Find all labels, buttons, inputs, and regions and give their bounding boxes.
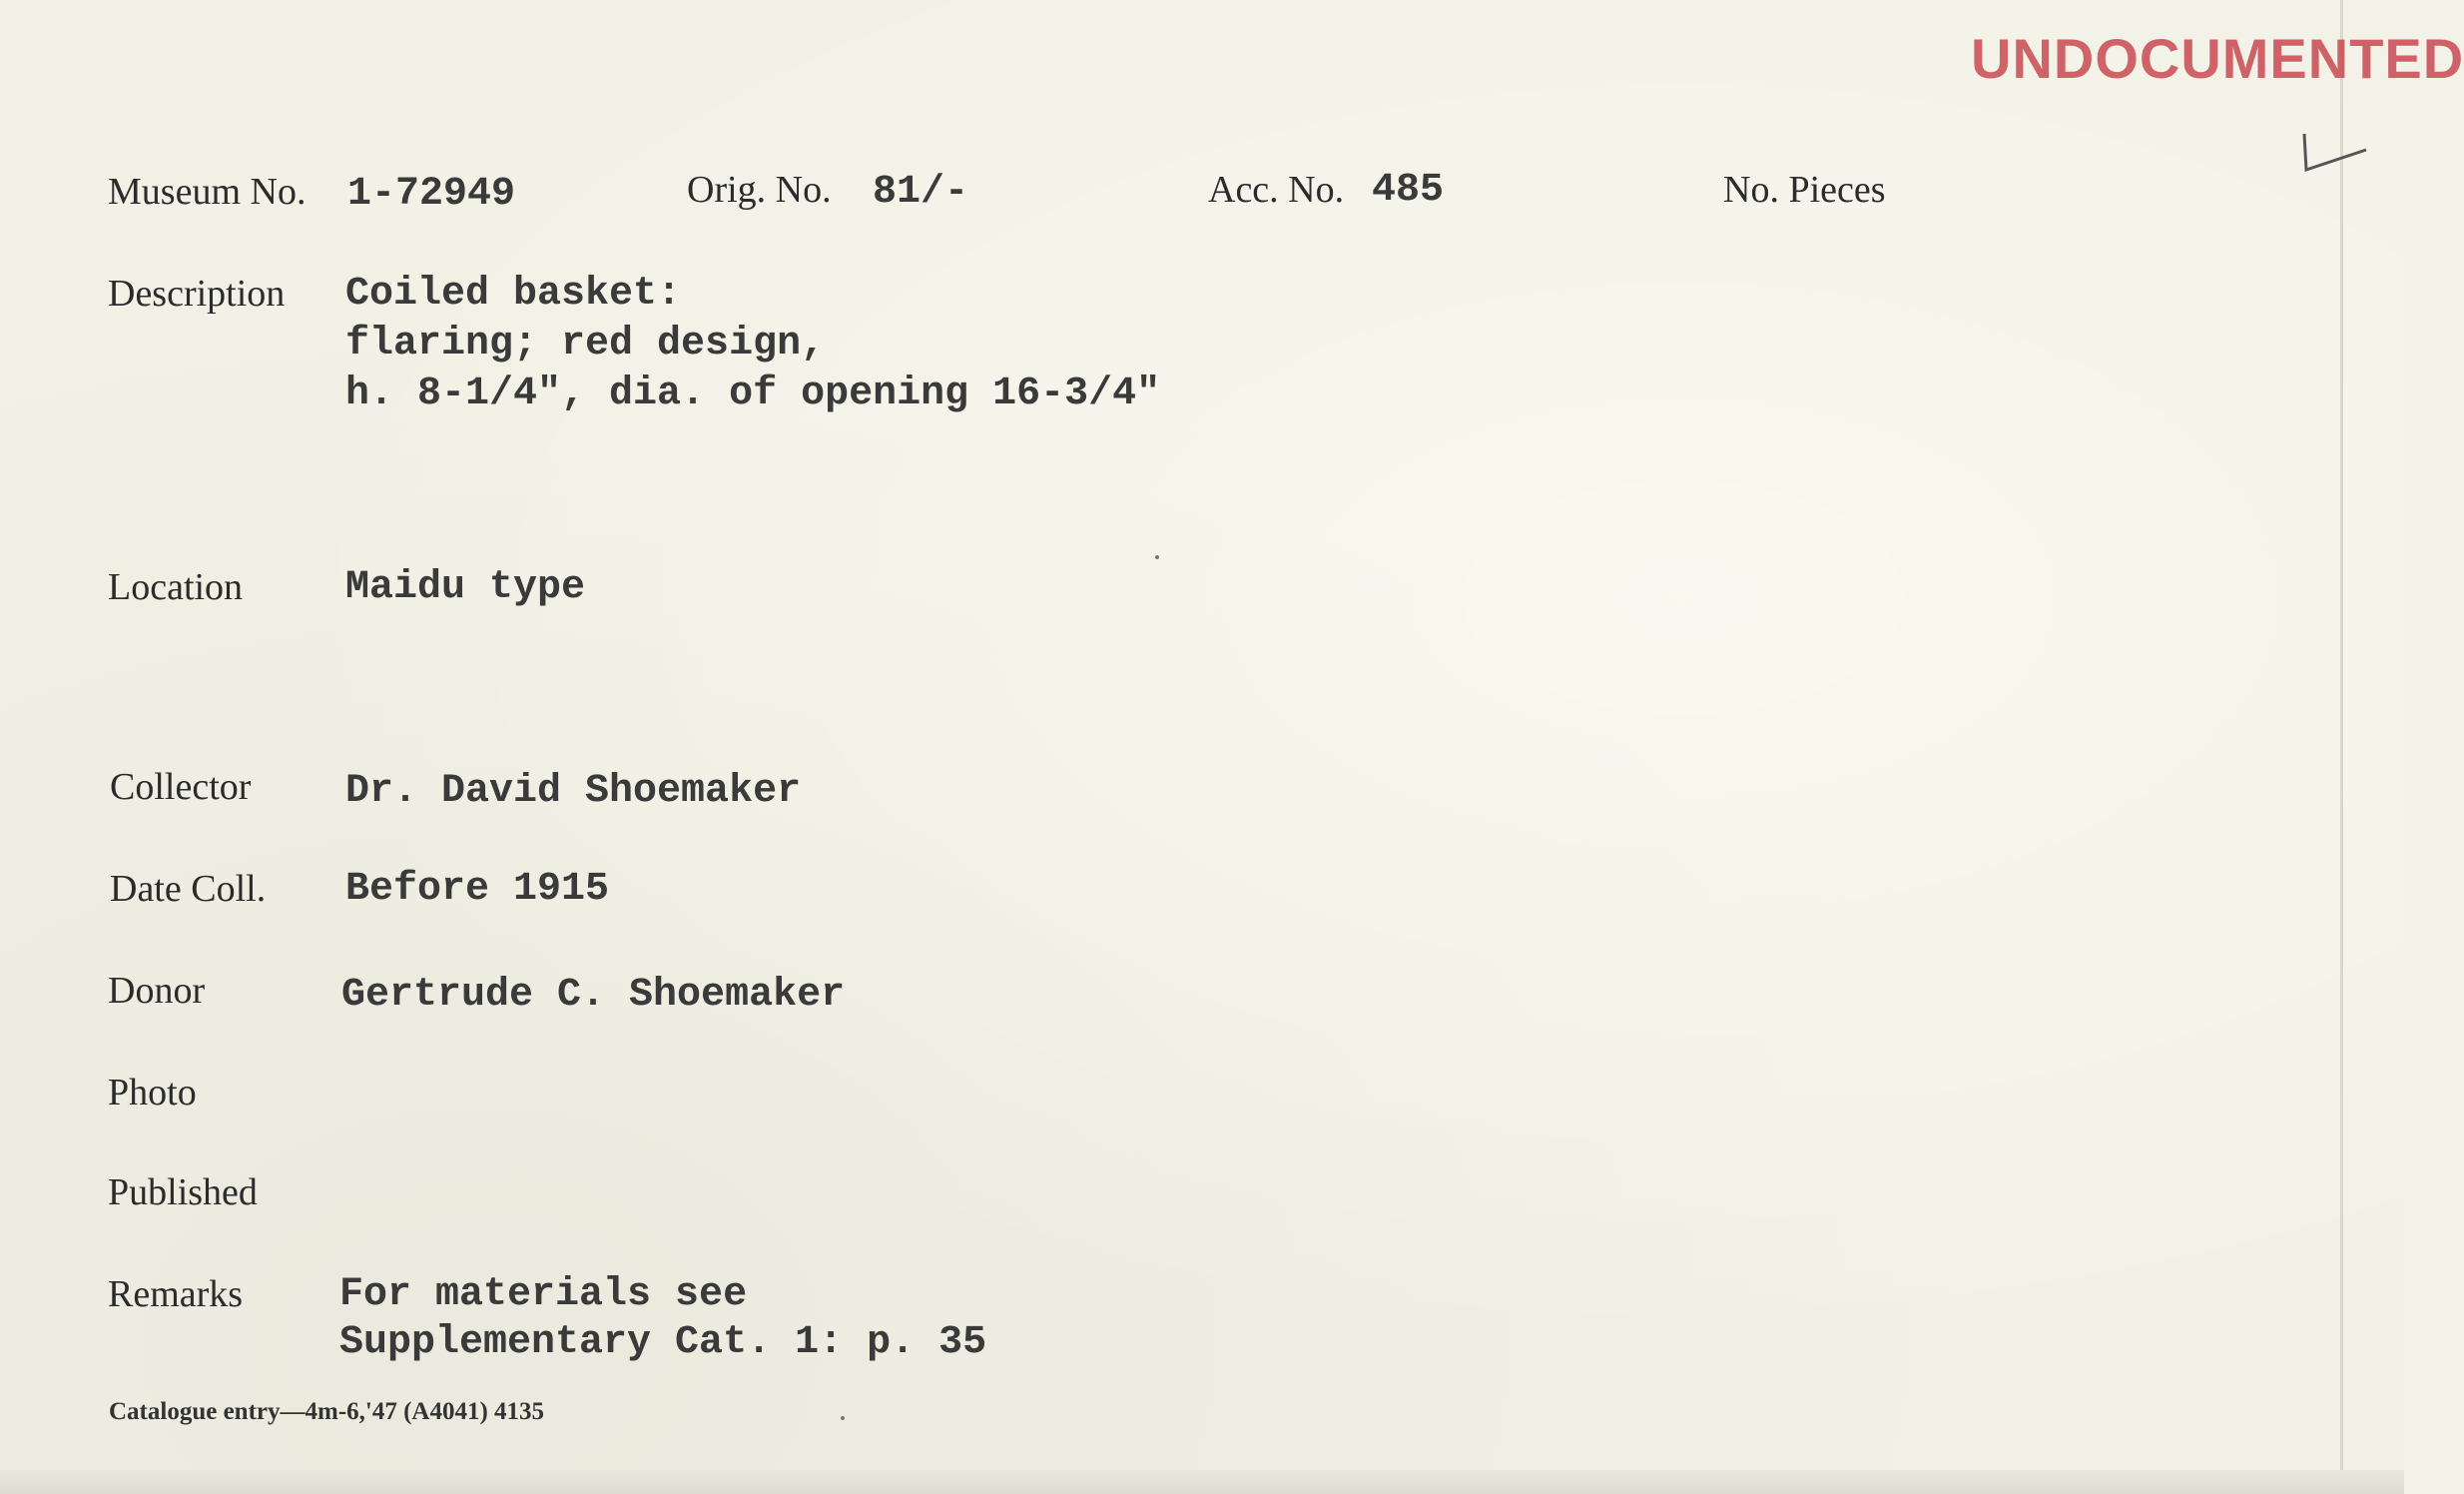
donor-label: Donor <box>108 970 206 1012</box>
paper-speck <box>841 1416 845 1420</box>
remarks-line-2: Supplementary Cat. 1: p. 35 <box>339 1320 987 1365</box>
description-line-2: flaring; red design, <box>345 322 826 367</box>
donor-value: Gertrude C. Shoemaker <box>341 973 846 1018</box>
date-coll-value: Before 1915 <box>345 867 610 912</box>
location-value: Maidu type <box>345 565 586 610</box>
collector-value: Dr. David Shoemaker <box>345 769 802 814</box>
paper-speck <box>1155 555 1159 559</box>
photo-label: Photo <box>108 1072 197 1114</box>
museum-no-value: 1-72949 <box>347 172 516 217</box>
location-label: Location <box>108 566 244 608</box>
check-mark-icon <box>2296 128 2376 178</box>
remarks-line-1: For materials see <box>339 1272 748 1317</box>
collector-label: Collector <box>110 766 252 808</box>
orig-no-label: Orig. No. <box>687 169 832 211</box>
undocumented-stamp: UNDOCUMENTED <box>1971 27 2464 90</box>
orig-no-value: 81/- <box>873 170 969 215</box>
remarks-label: Remarks <box>108 1273 244 1315</box>
description-line-1: Coiled basket: <box>345 272 682 317</box>
acc-no-label: Acc. No. <box>1208 169 1345 211</box>
date-coll-label: Date Coll. <box>110 868 267 910</box>
no-pieces-label: No. Pieces <box>1723 169 1886 211</box>
museum-no-label: Museum No. <box>108 171 307 213</box>
description-line-3: h. 8-1/4", dia. of opening 16-3/4" <box>345 372 1161 416</box>
description-label: Description <box>108 273 286 315</box>
acc-no-value: 485 <box>1372 168 1445 213</box>
card-edge-line <box>2340 0 2343 1494</box>
catalogue-entry-footer: Catalogue entry—4m-6,'47 (A4041) 4135 <box>109 1398 545 1425</box>
published-label: Published <box>108 1171 258 1213</box>
card-bottom-edge <box>0 1470 2404 1494</box>
